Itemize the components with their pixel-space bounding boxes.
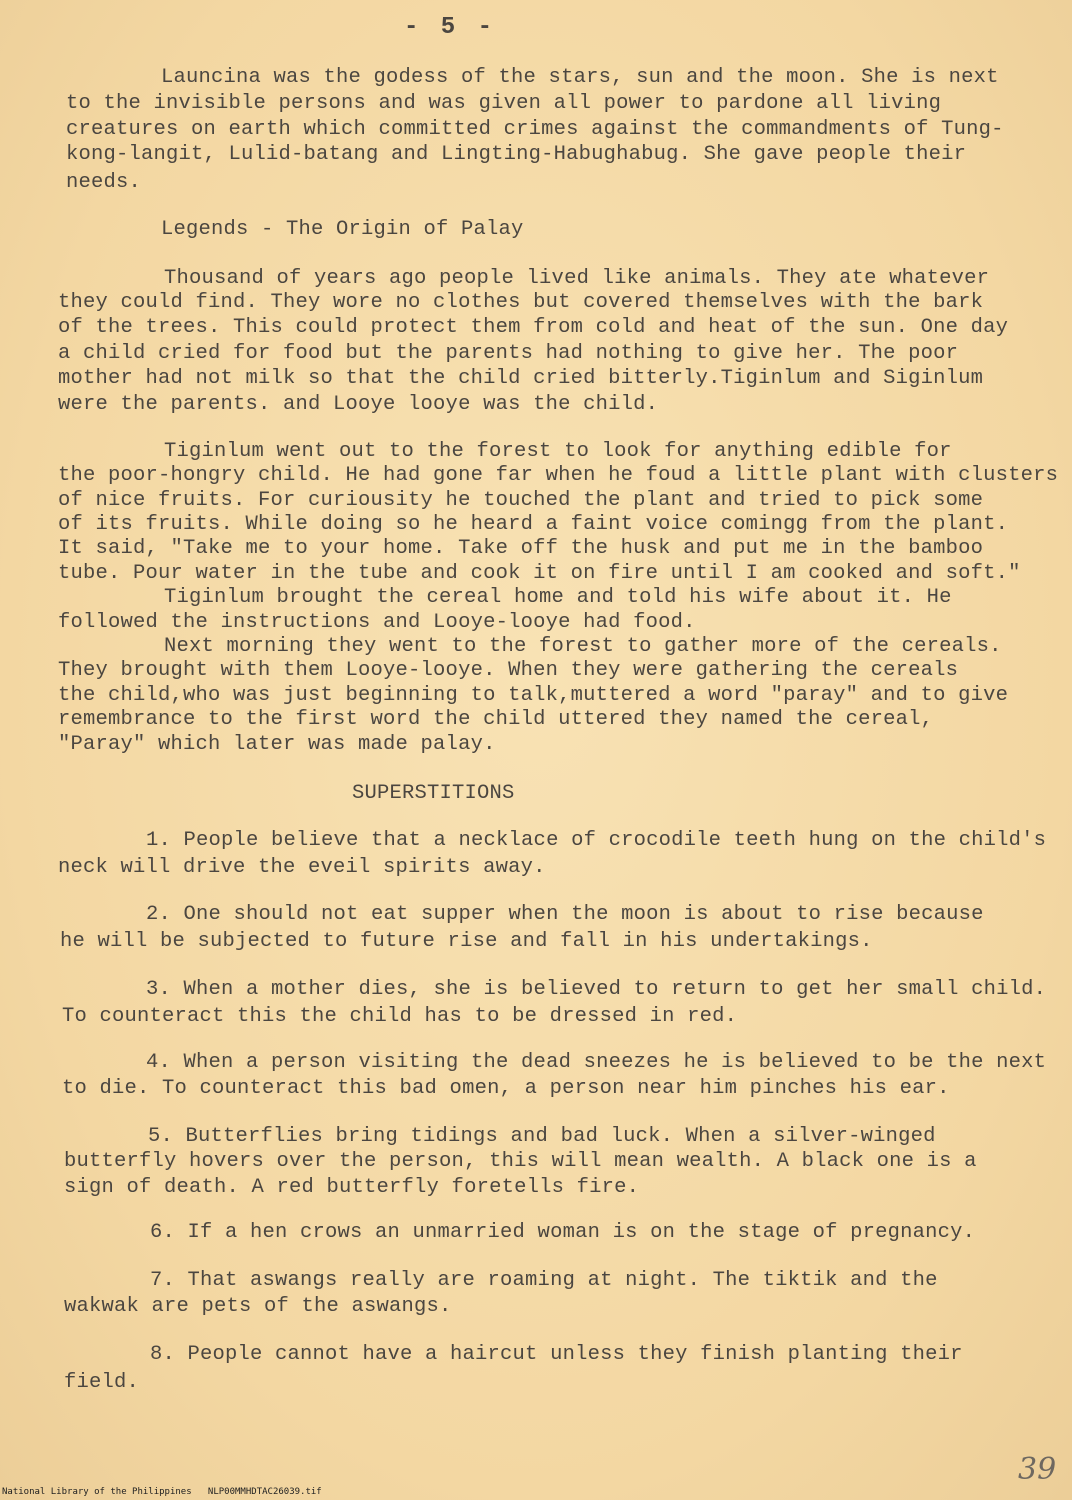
paragraph-line: Tiginlum went out to the forest to look for anything edible for bbox=[164, 440, 952, 463]
paragraph-line: the child,who was just beginning to talk,muttered a word "paray" and to give bbox=[58, 684, 1009, 707]
paragraph-line: remembrance to the first word the child uttered they named the cereal, bbox=[58, 708, 934, 731]
superstitions-heading: SUPERSTITIONS bbox=[352, 782, 515, 805]
superstition-item: to die. To counteract this bad omen, a person near him pinches his ear. bbox=[62, 1077, 950, 1100]
paragraph-line: followed the instructions and Looye-looye had food. bbox=[58, 611, 696, 634]
superstition-item: 4. When a person visiting the dead sneezes he is believed to be the next bbox=[146, 1051, 1047, 1074]
paragraph-line: It said, "Take me to your home. Take off the husk and put me in the bamboo bbox=[58, 537, 984, 560]
paragraph-line: Tiginlum brought the cereal home and told his wife about it. He bbox=[164, 586, 952, 609]
superstition-item: 1. People believe that a necklace of crocodile teeth hung on the child's bbox=[146, 829, 1047, 852]
footer-library: National Library of the Philippines bbox=[2, 1487, 192, 1497]
superstition-item: butterfly hovers over the person, this will mean wealth. A black one is a bbox=[64, 1150, 977, 1173]
paragraph-line: mother had not milk so that the child cried bitterly.Tiginlum and Siginlum bbox=[58, 367, 984, 390]
superstition-item: wakwak are pets of the aswangs. bbox=[64, 1295, 452, 1318]
superstition-item: 2. One should not eat supper when the moon is about to rise because bbox=[146, 903, 984, 926]
superstition-item: neck will drive the eveil spirits away. bbox=[58, 856, 546, 879]
superstition-item: sign of death. A red butterfly foretells fire. bbox=[64, 1176, 640, 1199]
superstition-item: 3. When a mother dies, she is believed to return to get her small child. bbox=[146, 978, 1047, 1001]
paragraph-line: the poor-hongry child. He had gone far when he foud a little plant with clusters bbox=[58, 464, 1059, 487]
paragraph-line: they could find. They wore no clothes but covered themselves with the bark bbox=[58, 291, 984, 314]
footer-file: NLP00MMHDTAC26039.tif bbox=[207, 1487, 322, 1497]
paragraph-line: to the invisible persons and was given all power to pardone all living bbox=[66, 92, 942, 115]
paragraph-line: Launcina was the godess of the stars, sun and the moon. She is next bbox=[161, 66, 999, 89]
superstition-item: 7. That aswangs really are roaming at night. The tiktik and the bbox=[150, 1269, 938, 1292]
paragraph-line: They brought with them Looye-looye. When they were gathering the cereals bbox=[58, 659, 959, 682]
paragraph-line: of its fruits. While doing so he heard a faint voice comingg from the plant. bbox=[58, 513, 1009, 536]
paragraph-line: of nice fruits. For curiousity he touched the plant and tried to pick some bbox=[58, 489, 984, 512]
paragraph-line: of the trees. This could protect them from cold and heat of the sun. One day bbox=[58, 316, 1009, 339]
superstition-item: field. bbox=[64, 1371, 140, 1394]
page-number: - 5 - bbox=[404, 14, 497, 41]
paragraph-line: creatures on earth which committed crimes against the commandments of Tung- bbox=[66, 118, 1004, 141]
paragraph-line: "Paray" which later was made palay. bbox=[58, 733, 496, 756]
paragraph-line: kong-langit, Lulid-batang and Lingting-Habughabug. She gave people their bbox=[66, 143, 967, 166]
superstition-item: 5. Butterflies bring tidings and bad luck. When a silver-winged bbox=[148, 1125, 936, 1148]
legend-heading: Legends - The Origin of Palay bbox=[161, 218, 524, 241]
superstition-item: he will be subjected to future rise and fall in his undertakings. bbox=[60, 930, 873, 953]
paragraph-line: were the parents. and Looye looye was the child. bbox=[58, 393, 659, 416]
paragraph-line: Next morning they went to the forest to gather more of the cereals. bbox=[164, 635, 1002, 658]
superstition-item: To counteract this the child has to be dressed in red. bbox=[62, 1005, 738, 1028]
paragraph-line: tube. Pour water in the tube and cook it on fire until I am cooked and soft." bbox=[58, 562, 1021, 585]
superstition-item: 8. People cannot have a haircut unless they finish planting their bbox=[150, 1343, 963, 1366]
handwritten-page-number: 39 bbox=[1018, 1452, 1057, 1487]
superstition-item: 6. If a hen crows an unmarried woman is on the stage of pregnancy. bbox=[150, 1221, 976, 1244]
paragraph-line: Thousand of years ago people lived like animals. They ate whatever bbox=[164, 267, 990, 290]
paragraph-line: needs. bbox=[66, 171, 142, 194]
footer-caption bbox=[2, 1487, 322, 1497]
paragraph-line: a child cried for food but the parents had nothing to give her. The poor bbox=[58, 342, 959, 365]
